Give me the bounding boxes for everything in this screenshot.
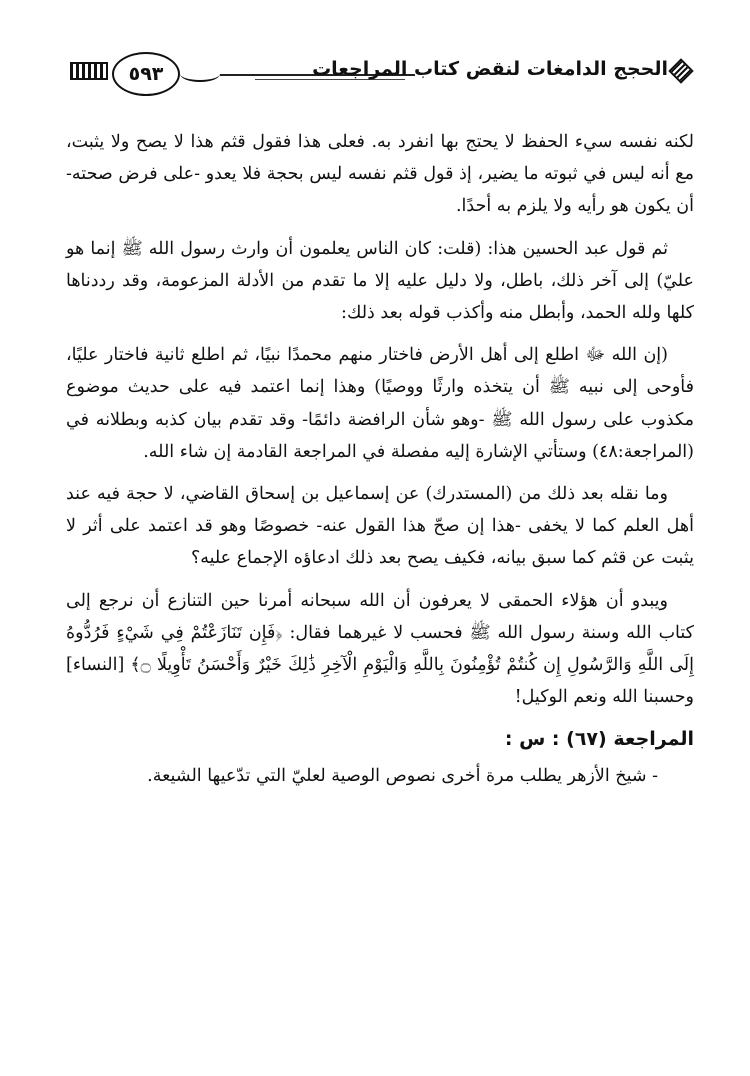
header-right-ornament — [668, 58, 693, 83]
paragraph-5: ويبدو أن هؤلاء الحمقى لا يعرفون أن الله سبحانه أمرنا حين التنازع أن نرجع إلى كتاب الله وسنة رسول الله ﷺ فحسب لا غيرهما فقال: ﴿فَإِن تَنَازَعْتُمْ فِي شَيْءٍ فَرُدُّوهُ إِلَى اللَّهِ وَالرَّسُولِ إِن كُنتُمْ تُؤْمِنُونَ بِاللَّهِ وَالْيَوْمِ الْآخِرِ ذَٰلِكَ خَيْرٌ وَأَحْسَنُ تَأْوِيلًا ۝﴾ [النساء] وحسبنا الله ونعم الوكيل! — [66, 590, 694, 708]
paragraph-3: (إن الله ﷻ اطلع إلى أهل الأرض فاختار منهم محمدًا نبيًا، ثم اطلع ثانية فاختار عليًا، فأوحى إلى نبيه ﷺ أن يتخذه وارثًا ووصيًا) وهذا إنما اعتمد فيه على حديث موضوع مكذوب على رسول الله ﷺ -وهو شأن الرافضة دائمًا- وقد تقدم بيان كذبه وبطلانه في (المراجعة:٤٨) وستأتي الإشارة إليه مفصلة في المراجعة القادمة إن شاء الله. — [66, 345, 694, 462]
page-body — [66, 126, 694, 802]
page-number: ٥٩٣ — [128, 63, 164, 85]
paragraph-2: ثم قول عبد الحسين هذا: (قلت: كان الناس يعلمون أن وارث رسول الله ﷺ إنما هو عليّ) إلى آخر ذلك، باطل، ولا دليل عليه إلا ما تقدم من الأدلة المزعومة، وقد رددناها كلها ولله الحمد، وأبطل منه وأكذب قوله بعد ذلك: — [66, 238, 694, 324]
book-title: الحجج الدامغات لنقض كتاب المراجعات — [312, 58, 668, 80]
section-heading: المراجعة (٦٧) : س : — [504, 728, 694, 751]
paragraph-4: وما نقله بعد ذلك من (المستدرك) عن إسماعيل بن إسحاق القاضي، لا حجة فيه عند أهل العلم كما لا يخفى -هذا إن صحّ هذا القول عنه- خصوصًا وهو قد اعتمد على أثر لا يثبت عن قثم كما سبق بيانه، فكيف يصح بعد ذلك ادعاؤه الإجماع عليه؟ — [66, 484, 694, 569]
section-subline: - شيخ الأزهر يطلب مرة أخرى نصوص الوصية لعليّ التي تدّعيها الشيعة. — [147, 765, 658, 786]
paragraph-1: لكنه نفسه سيء الحفظ لا يحتج بها انفرد به. فعلى هذا فقول قثم هذا لا يصح ولا يثبت، مع أنه ليس في ثبوته ما يضير، إذ قول قثم نفسه ليس بحجة فلا يعدو -على فرض صحته- أن يكون هو رأيه ولا يلزم به أحدًا. — [66, 132, 694, 217]
header-flourish — [180, 66, 220, 82]
page-header — [70, 48, 690, 98]
page-number-frame — [112, 52, 180, 96]
header-left-ornament — [70, 62, 108, 80]
